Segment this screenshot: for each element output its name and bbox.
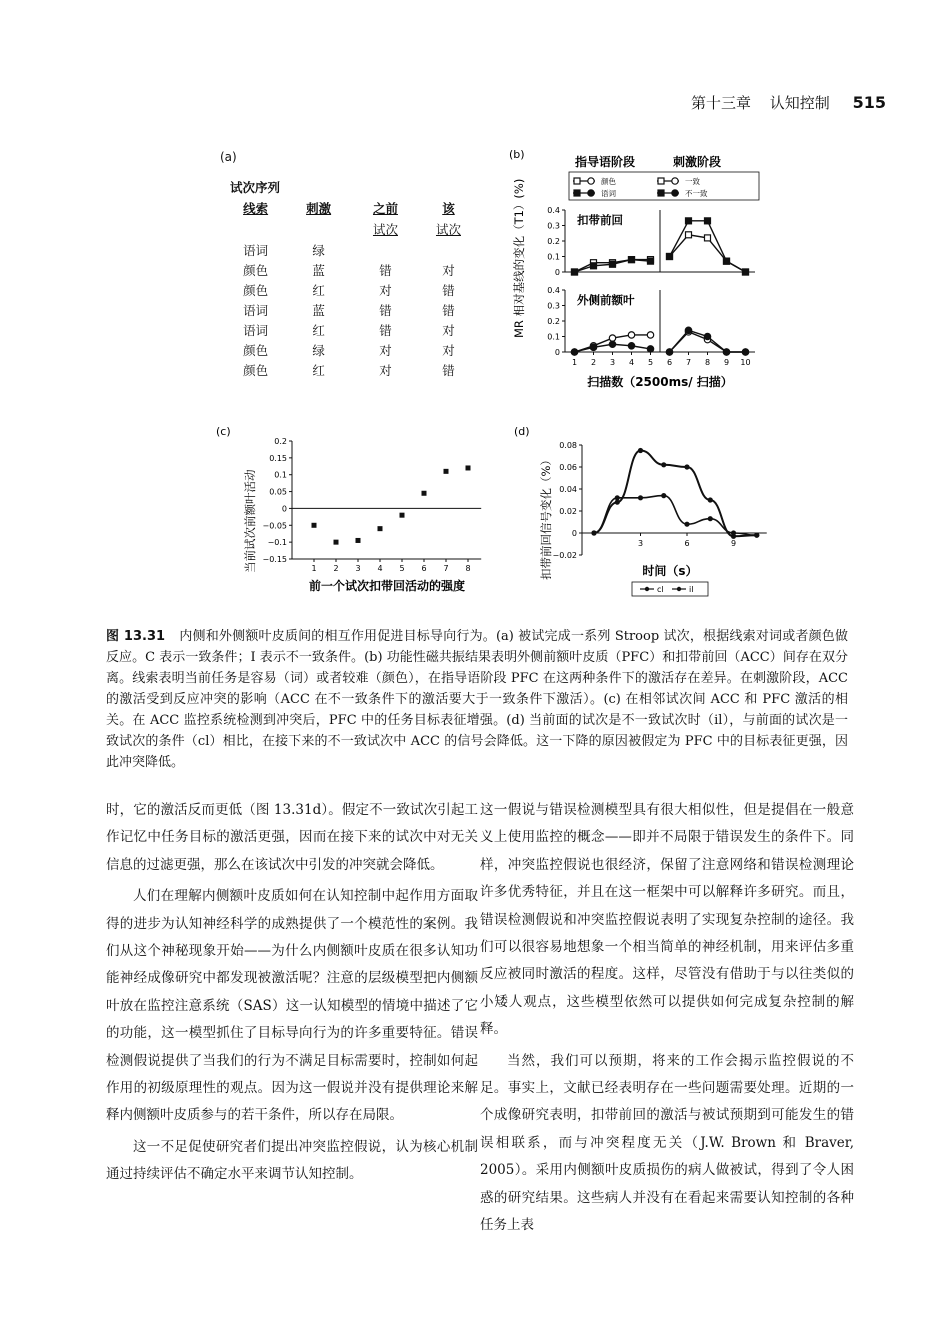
legend-label: il	[689, 585, 694, 594]
series-line	[594, 451, 757, 537]
y-tick-label: 0	[554, 268, 560, 277]
data-point	[647, 346, 653, 352]
table-cell: 绿	[312, 343, 325, 358]
table-cell: 对	[379, 363, 392, 378]
y-tick-label: −0.02	[552, 551, 577, 560]
table-row	[228, 340, 480, 360]
panel-c-chart	[212, 425, 482, 600]
y-tick-label: 0.3	[547, 221, 560, 231]
x-tick-label: 6	[684, 539, 690, 548]
body-column-right	[480, 797, 854, 1240]
table-cell: 颜色	[243, 283, 269, 298]
subplot-title: 外侧前额叶	[577, 293, 635, 307]
panel-a-label: (a)	[220, 150, 237, 164]
data-point	[422, 491, 427, 496]
legend-marker	[658, 190, 664, 196]
y-tick-label: 0.15	[269, 453, 287, 463]
x-tick-label: 4	[628, 358, 635, 367]
x-tick-label: 8	[465, 564, 471, 573]
chapter-label: 第十三章	[691, 94, 752, 112]
paragraph: 这一假说与错误检测模型具有很大相似性，但是提倡在一般意义上使用监控的概念——即并不局限于错误发生的条件下。同样，冲突监控假说也很经济，保留了注意网络和错误检测理论许多优秀特征，并且在这一框架中可以解释许多研究。而且，错误检测假说和冲突监控假说表明了实现复杂控制的途径。我们可以很容易地想象一个相当简单的神经机制，用来评估多重反应被同时激活的程度。这样，尽管没有借助于与以往类似的小矮人观点，这些模型依然可以提供如何完成复杂控制的解释。	[480, 802, 854, 1038]
x-tick-label: 9	[723, 358, 730, 367]
x-axis-label: 时间（s）	[642, 564, 698, 578]
x-tick-label: 9	[730, 539, 737, 548]
x-tick-label: 1	[571, 358, 578, 367]
data-point	[686, 218, 692, 224]
table-cell: 红	[312, 323, 325, 338]
table-cell: 错	[442, 303, 455, 318]
y-tick-label: 0.1	[547, 252, 560, 262]
x-tick-label: 1	[311, 564, 317, 573]
panel-b-chart	[505, 148, 785, 403]
data-point	[628, 332, 634, 338]
table-cell: 红	[312, 363, 325, 378]
data-point	[708, 516, 713, 521]
legend-label: 语词	[601, 189, 616, 198]
y-tick-label: −0.1	[267, 538, 287, 548]
data-point	[686, 232, 692, 238]
x-tick-label: 8	[704, 358, 711, 367]
caption-text: 内侧和外侧额叶皮质间的相互作用促进目标导向行为。(a) 被试完成一系列 Stroop 试次，根据线索对词或者颜色做反应。C 表示一致条件；I 表示不一致条件。(b) 功能性磁共振结果表明外侧前额叶皮质（PFC）和扣带前回（ACC）间存在双分离。线索表明当前任务是容易（词）或者较难（颜色），在指导语阶段 PFC 在这两种条件下的激活存在差异。在刺激阶段，ACC 的激活受到反应冲突的影响（ACC 在不一致条件下的激活要大于一致条件下激活）。(c) 在相邻试次间 ACC 和 PFC 激活的相关。在 ACC 监控系统检测到冲突后，PFC 中的任务目标表征增强。(d) 当前面的试次是不一致试次时（il），与前面的试次是一致试次的条件（cl）相比，在接下来的不一致试次中 ACC 的信号会降低。这一下降的原因被假定为 PFC 中的目标表征更强，因此冲突降低。	[106, 629, 848, 770]
data-point	[356, 538, 361, 543]
table-row	[228, 320, 480, 340]
data-point	[724, 258, 730, 264]
y-tick-label: 0.4	[547, 206, 560, 215]
y-tick-label: 0	[281, 504, 287, 514]
legend-marker	[588, 190, 594, 196]
y-tick-label: 0.08	[559, 441, 577, 450]
table-cell: 语词	[243, 243, 269, 258]
x-tick-label: 3	[355, 564, 361, 573]
table-cell: 对	[442, 323, 455, 338]
data-point	[591, 263, 597, 269]
data-point	[704, 333, 710, 339]
table-cell: 错	[442, 283, 455, 298]
data-point	[591, 530, 596, 535]
y-tick-label: 0.2	[547, 237, 560, 246]
y-tick-label: 0.04	[559, 485, 577, 494]
y-tick-label: 0.3	[547, 301, 560, 311]
table-header: 该	[442, 201, 455, 216]
data-point	[731, 530, 736, 535]
table-header: 之前	[372, 201, 398, 216]
table-row	[228, 240, 480, 260]
data-point	[705, 218, 711, 224]
legend-label: 不一致	[685, 189, 708, 198]
panel-c-label: (c)	[216, 425, 231, 438]
y-tick-label: 0.1	[274, 470, 287, 480]
legend-label: 颜色	[601, 177, 616, 186]
table-cell: 错	[442, 363, 455, 378]
table-cell: 错	[379, 263, 392, 278]
table-subheader	[228, 218, 283, 240]
table-cell: 颜色	[243, 263, 269, 278]
panel-d-label: (d)	[514, 425, 530, 438]
x-tick-label: 10	[740, 358, 751, 367]
caption-label: 图 13.31	[106, 629, 166, 644]
data-point	[628, 343, 634, 349]
x-tick-label: 5	[647, 358, 654, 367]
data-point	[610, 261, 616, 267]
data-point	[705, 235, 711, 241]
data-point	[400, 513, 405, 518]
table-subheader	[283, 218, 354, 240]
x-tick-label: 5	[399, 564, 405, 573]
data-point	[684, 522, 689, 527]
table-cell: 语词	[243, 323, 269, 338]
data-point	[754, 533, 759, 538]
legend-marker	[588, 178, 594, 184]
x-tick-label: 4	[377, 564, 383, 573]
data-point	[684, 464, 689, 469]
panel-b-label: (b)	[509, 148, 525, 161]
legend-marker	[645, 587, 649, 591]
data-point	[661, 493, 666, 498]
panel-a-title: 试次序列	[230, 180, 281, 195]
y-tick-label: 0.2	[274, 437, 287, 446]
table-cell: 颜色	[243, 343, 269, 358]
table-row	[228, 260, 480, 280]
figure-caption	[106, 626, 848, 773]
data-point	[743, 269, 749, 275]
y-tick-label: 0	[571, 529, 577, 538]
data-point	[647, 332, 653, 338]
table-row	[228, 300, 480, 320]
subplot-title: 扣带前回	[577, 213, 623, 227]
y-tick-label: −0.15	[262, 555, 287, 564]
table-row	[228, 360, 480, 380]
x-axis-label: 扫描数（2500ms/ 扫描）	[587, 375, 733, 389]
table-cell: 错	[379, 323, 392, 338]
data-point	[572, 269, 578, 275]
table-subheader: 试次	[435, 222, 461, 237]
table-header: 刺激	[306, 201, 332, 216]
table-cell: 蓝	[312, 303, 325, 318]
data-point	[638, 495, 643, 500]
legend-marker	[574, 178, 580, 184]
legend-marker	[672, 178, 678, 184]
panel-d-chart	[510, 425, 780, 605]
trial-sequence-table	[228, 198, 480, 380]
paragraph: 这一不足促使研究者们提出冲突监控假说，认为核心机制通过持续评估不确定水平来调节认知控制。	[106, 1138, 478, 1183]
data-point	[667, 254, 673, 260]
data-point	[609, 335, 615, 341]
paragraph: 人们在理解内侧额叶皮质如何在认知控制中起作用方面取得的进步为认知神经科学的成熟提供了一个模范性的案例。我们从这个神秘现象开始——为什么内侧额叶皮质在很多认知功能神经成像研究中都发现被激活呢？注意的层级模型把内侧额叶放在监控注意系统（SAS）这一认知模型的情境中描述了它的功能，这一模型抓住了目标导向行为的许多重要特征。错误检测假说提供了当我们的行为不满足目标需要时，控制如何起作用的初级原理性的观点。因为这一假说并没有提供理论来解释内侧额叶皮质参与的若干条件，所以存在局限。	[106, 888, 478, 1124]
table-row	[228, 280, 480, 300]
data-point	[685, 327, 691, 333]
y-tick-label: 0.1	[547, 332, 560, 342]
data-point	[590, 344, 596, 350]
x-tick-label: 7	[685, 358, 692, 367]
table-cell: 绿	[312, 243, 325, 258]
paragraph: 当然，我们可以预期，将来的工作会揭示监控假说的不足。事实上，文献已经表明存在一些问题需要处理。近期的一个成像研究表明，扣带前回的激活与被试预期到可能发生的错误相联系，而与冲突程度无关（J.W. Brown 和 Braver, 2005）。采用内侧额叶皮质损伤的病人做被试，得到了令人困惑的研究结果。这些病人并没有在看起来需要认知控制的各种任务上表	[480, 1052, 854, 1234]
table-cell	[354, 240, 417, 260]
table-cell: 对	[442, 343, 455, 358]
y-axis-label: MR 相对基线的变化（T1）(%)	[512, 178, 526, 338]
data-point	[638, 448, 643, 453]
x-tick-label: 2	[333, 564, 339, 573]
legend-label: 一致	[685, 177, 700, 186]
data-point	[708, 497, 713, 502]
legend-marker	[658, 178, 664, 184]
y-tick-label: 0.02	[559, 507, 577, 516]
x-tick-label: 3	[637, 539, 644, 548]
series-line	[670, 221, 746, 272]
data-point	[661, 462, 666, 467]
paragraph: 时，它的激活反而更低（图 13.31d）。假定不一致试次引起工作记忆中任务目标的激活更强，因而在接下来的试次中对无关信息的过滤更强，那么在该试次中引发的冲突就会降低。	[106, 802, 478, 873]
data-point	[444, 469, 449, 474]
x-tick-label: 7	[443, 564, 449, 573]
y-tick-label: 0.05	[269, 487, 287, 497]
y-axis-label: 扣带前回信号变化（%）	[539, 454, 553, 580]
data-point	[312, 523, 317, 528]
data-point	[378, 526, 383, 531]
y-tick-label: 0	[554, 348, 560, 357]
x-tick-label: 2	[590, 358, 597, 367]
data-point	[466, 465, 471, 470]
data-point	[334, 540, 339, 545]
y-tick-label: −0.05	[262, 521, 287, 531]
table-cell: 蓝	[312, 263, 325, 278]
table-cell: 语词	[243, 303, 269, 318]
data-point	[609, 341, 615, 347]
legend-marker	[672, 190, 678, 196]
data-point	[648, 258, 654, 264]
data-point	[615, 495, 620, 500]
body-column-left	[106, 797, 478, 1189]
table-cell: 颜色	[243, 363, 269, 378]
table-subheader: 试次	[372, 222, 398, 237]
table-cell: 错	[379, 303, 392, 318]
table-cell: 对	[379, 343, 392, 358]
legend-marker	[677, 587, 681, 591]
legend-label: cl	[657, 585, 664, 594]
table-cell	[417, 240, 480, 260]
phase-label: 刺激阶段	[673, 155, 722, 169]
page-number: 515	[852, 93, 886, 112]
table-cell: 对	[379, 283, 392, 298]
table-cell: 对	[442, 263, 455, 278]
data-point	[629, 257, 635, 263]
section-label: 认知控制	[769, 94, 830, 112]
y-tick-label: 0.4	[547, 286, 560, 295]
x-tick-label: 6	[421, 564, 427, 573]
phase-label: 指导语阶段	[575, 155, 636, 169]
running-header	[677, 92, 886, 113]
y-tick-label: 0.06	[559, 463, 577, 472]
x-tick-label: 6	[666, 358, 673, 367]
x-axis-label: 前一个试次扣带回活动的强度	[308, 579, 466, 593]
panel-a-trial-table	[220, 150, 480, 380]
table-header: 线索	[243, 201, 269, 216]
y-tick-label: 0.2	[547, 317, 560, 326]
legend-marker	[574, 190, 580, 196]
x-tick-label: 3	[609, 358, 616, 367]
table-cell: 红	[312, 283, 325, 298]
y-axis-label: 当前试次前额叶活动	[243, 469, 257, 573]
